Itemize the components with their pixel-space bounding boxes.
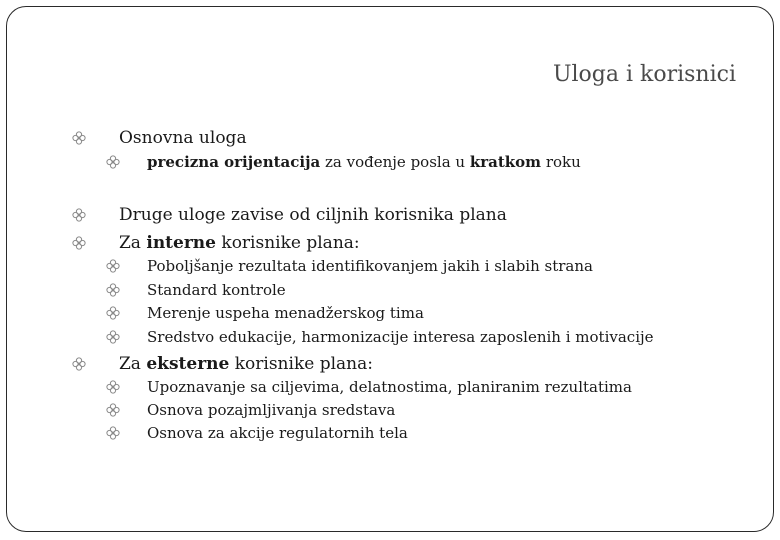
text-run: Osnova za akcije regulatornih tela: [147, 424, 408, 442]
sub-bullet-item: [106, 327, 654, 347]
bullet-text: [147, 378, 632, 396]
sub-bullet-item: [106, 303, 424, 323]
flower-bullet-icon: [72, 208, 86, 222]
text-run: Merenje uspeha menadžerskog tima: [147, 304, 424, 322]
bullet-text: [147, 424, 408, 442]
sub-bullet-item: [106, 400, 396, 420]
flower-bullet-icon: [106, 155, 120, 169]
text-run: roku: [541, 153, 581, 171]
bullet-text: [119, 205, 507, 225]
text-run: Osnovna uloga: [119, 128, 247, 148]
flower-bullet-icon: [106, 306, 120, 320]
text-run: Upoznavanje sa ciljevima, delatnostima, planiranim rezultatima: [147, 378, 632, 396]
text-run: Za: [119, 233, 147, 253]
bold-text: eksterne: [146, 354, 230, 374]
text-run: korisnike plana:: [229, 354, 373, 374]
sub-bullet-item: [106, 423, 408, 443]
flower-bullet-icon: [106, 380, 120, 394]
flower-bullet-icon: [72, 131, 86, 145]
bullet-text: [147, 328, 654, 346]
slide-title: Uloga i korisnici: [552, 62, 736, 87]
bullet-item: [72, 354, 373, 374]
bold-text: kratkom: [469, 153, 542, 171]
text-run: za vođenje posla u: [320, 153, 470, 171]
flower-bullet-icon: [106, 330, 120, 344]
bullet-text: [119, 354, 373, 374]
bold-text: interne: [146, 233, 216, 253]
text-run: Za: [119, 354, 147, 374]
text-run: Druge uloge zavise od ciljnih korisnika plana: [119, 205, 507, 225]
bullet-text: [119, 128, 247, 148]
bullet-text: [147, 304, 424, 322]
bullet-item: [72, 233, 360, 253]
bullet-text: [147, 281, 286, 299]
bullet-text: [147, 401, 395, 419]
bullet-text: [119, 233, 360, 253]
sub-bullet-item: [106, 377, 632, 397]
text-run: korisnike plana:: [215, 233, 360, 253]
bullet-item: [72, 205, 507, 225]
bold-text: precizna orijentacija: [147, 153, 321, 171]
text-run: Sredstvo edukacije, harmonizacije interesa zaposlenih i motivacije: [147, 328, 654, 346]
flower-bullet-icon: [72, 236, 86, 250]
bullet-item: [72, 128, 247, 148]
text-run: Poboljšanje rezultata identifikovanjem jakih i slabih strana: [147, 257, 593, 275]
flower-bullet-icon: [106, 426, 120, 440]
flower-bullet-icon: [72, 357, 86, 371]
sub-bullet-item: [106, 256, 593, 276]
bullet-text: [147, 257, 593, 275]
flower-bullet-icon: [106, 259, 120, 273]
text-run: Standard kontrole: [147, 281, 286, 299]
bullet-text: [147, 153, 581, 171]
flower-bullet-icon: [106, 283, 120, 297]
flower-bullet-icon: [106, 403, 120, 417]
sub-bullet-item: [106, 280, 286, 300]
text-run: Osnova pozajmljivanja sredstava: [147, 401, 396, 419]
sub-bullet-item: [106, 152, 581, 172]
